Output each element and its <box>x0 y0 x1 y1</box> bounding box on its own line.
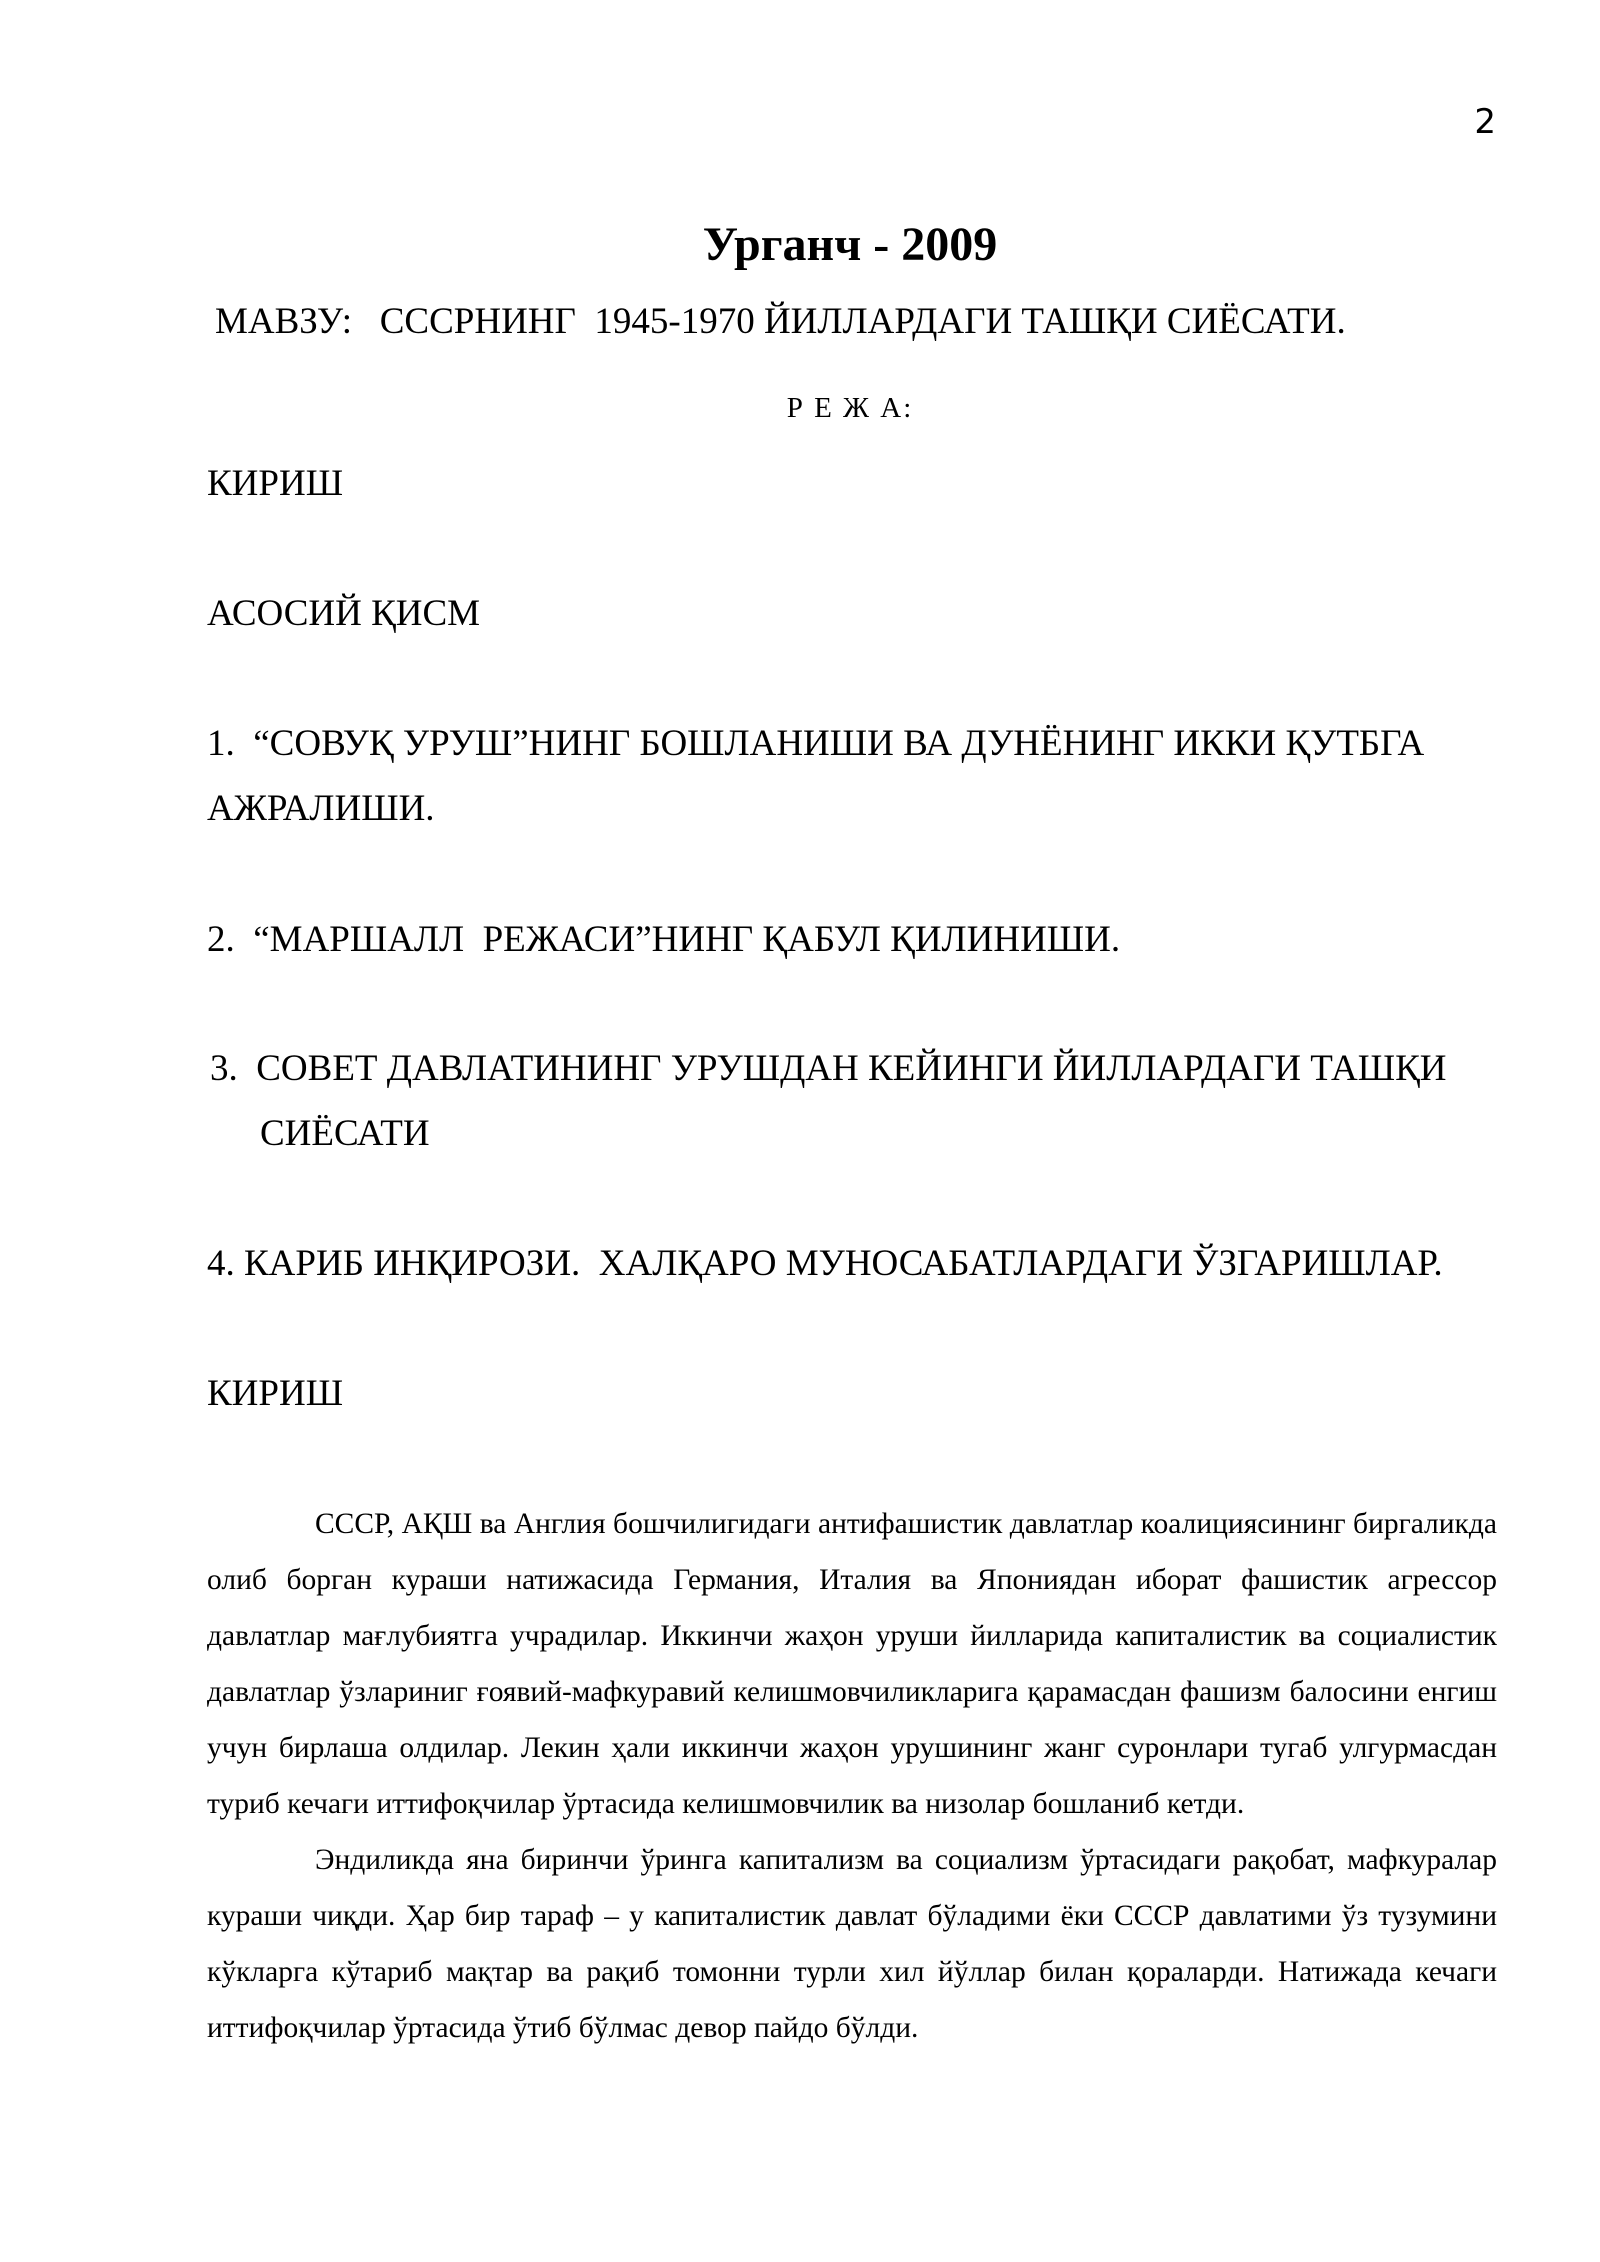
intro-paragraph-1: СССР, АҚШ ва Англия бошчилигидаги антифашистик давлатлар коалициясининг биргаликда олиб борган кураши натижасида Германия, Италия ва Япониядан иборат фашистик агрессор давлатлар мағлубиятга учрадилар. Иккинчи жаҳон уруши йилларида капиталистик ва социалистик давлатлар ўзлариниг ғоявий-мафкуравий келишмовчиликларига қарамасдан фашизм балосини енгиш учун бирлаша олдилар. Лекин ҳали иккинчи жаҳон урушининг жанг суронлари тугаб улгурмасдан туриб кечаги иттифоқчилар ўртасида келишмовчилик ва низолар бошланиб кетди. <box>207 1508 1497 1820</box>
plan-item-3-line-2: СИЁСАТИ <box>260 1113 430 1154</box>
plan-heading: Р Е Ж А: <box>786 392 914 424</box>
topic-title: МАВЗУ: СССРНИНГ 1945-1970 ЙИЛЛАРДАГИ ТАШҚИ СИЁСАТИ. <box>215 301 1346 342</box>
plan-item-4: 4. КАРИБ ИНҚИРОЗИ. ХАЛҚАРО МУНОСАБАТЛАРДАГИ ЎЗГАРИШЛАР. <box>207 1243 1443 1284</box>
plan-item-1-line-2: АЖРАЛИШИ. <box>207 788 435 829</box>
plan-item-intro: КИРИШ <box>207 463 344 504</box>
city-year-heading: Урганч - 2009 <box>702 218 998 271</box>
intro-paragraph-2: Эндиликда яна биринчи ўринга капитализм ва социализм ўртасидаги рақобат, мафкуралар кураши чиқди. Ҳар бир тараф – у капиталистик давлат бўладими ёки СССР давлатими ўз тузумини кўкларга кўтариб мақтар ва рақиб томонни турли хил йўллар билан қораларди. Натижада кечаги иттифоқчилар ўртасида ўтиб бўлмас девор пайдо бўлди. <box>207 1844 1497 2044</box>
plan-item-3-line-1: 3. СОВЕТ ДАВЛАТИНИНГ УРУШДАН КЕЙИНГИ ЙИЛЛАРДАГИ ТАШҚИ <box>210 1048 1447 1089</box>
page-number: 2 <box>1474 102 1496 142</box>
plan-item-2: 2. “МАРШАЛЛ РЕЖАСИ”НИНГ ҚАБУЛ ҚИЛИНИШИ. <box>207 919 1121 960</box>
plan-item-main-part: АСОСИЙ ҚИСМ <box>207 593 481 634</box>
plan-item-1-line-1: 1. “СОВУҚ УРУШ”НИНГ БОШЛАНИШИ ВА ДУНЁНИНГ ИККИ ҚУТБГА <box>207 723 1425 764</box>
intro-body <box>207 1496 1497 2056</box>
intro-section-heading: КИРИШ <box>207 1373 344 1414</box>
